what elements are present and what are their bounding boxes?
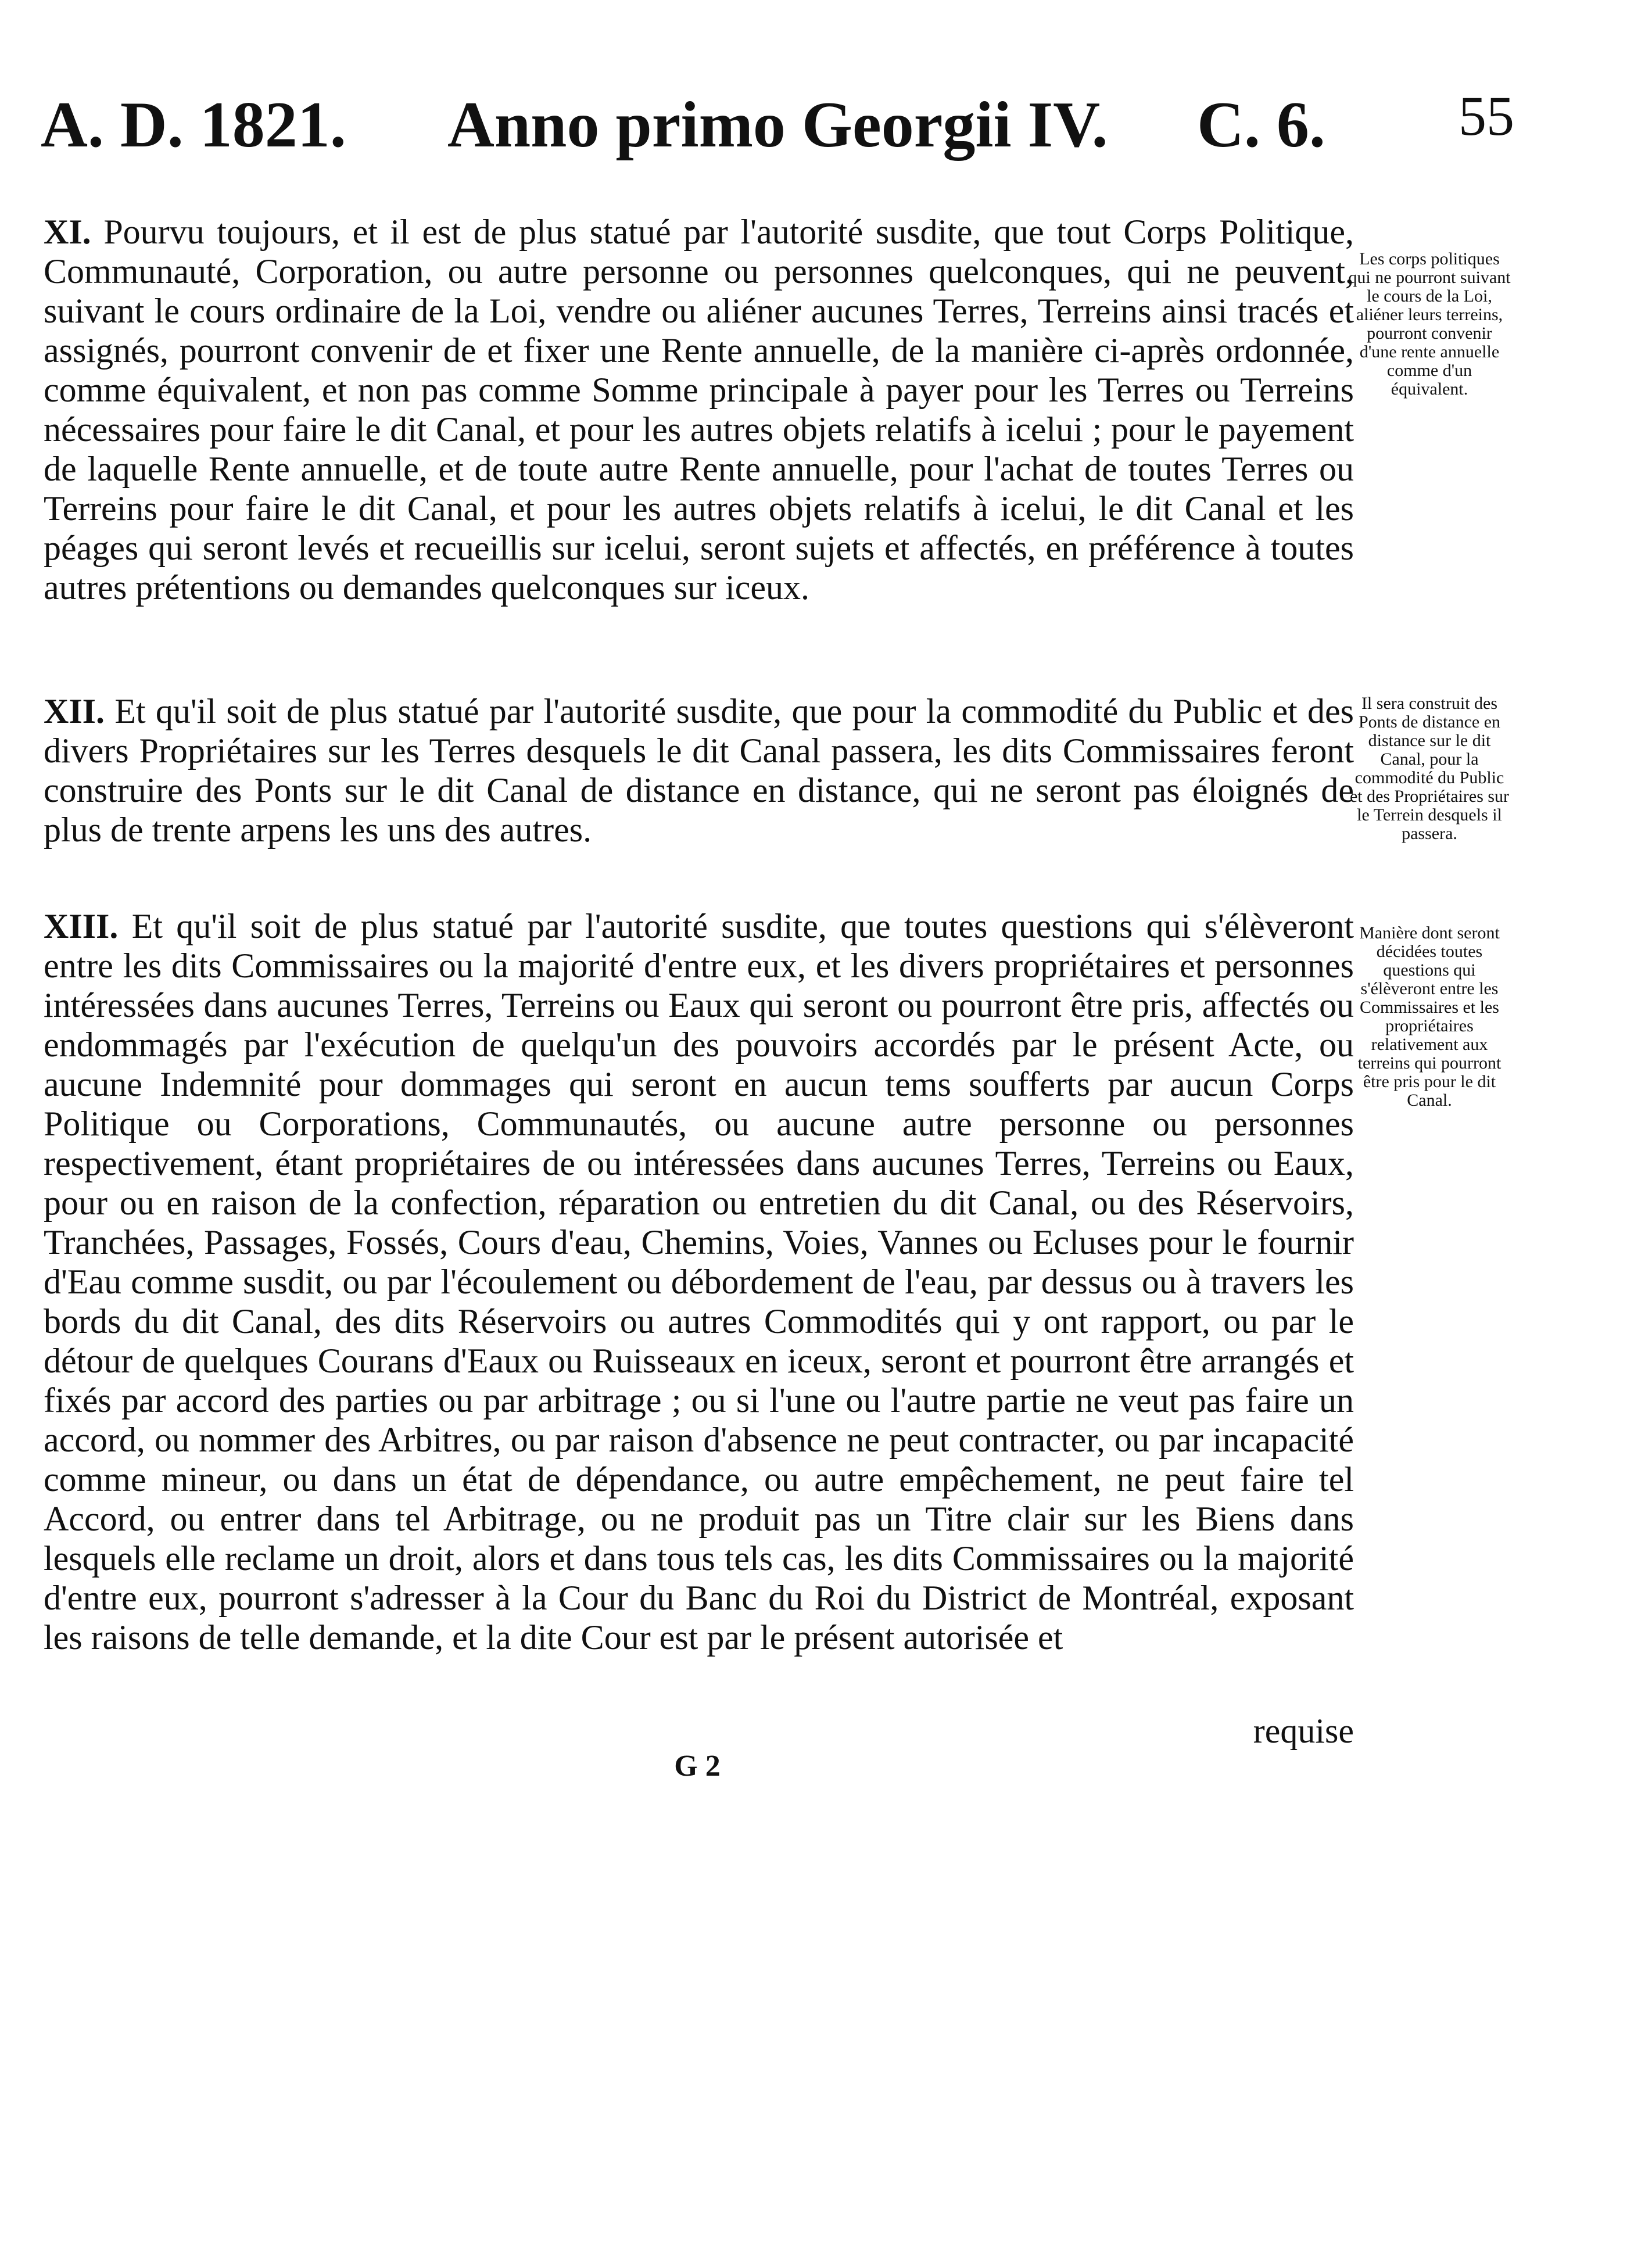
section-text: Et qu'il soit de plus statué par l'autorité susdite, que toutes questions qui s'élèveront entre les dits Commissaires ou la majorité d'entre eux, et les divers propriétaires et personnes intéressées dans aucunes Terres, Terreins ou Eaux qui seront ou pourront être pris, affectés ou endommagés par l'exécution de quelqu'un des pouvoirs accordés par le présent Acte, ou aucune Indemnité pour dommages qui seront en aucun tems soufferts par aucun Corps Politique ou Corporations, Communautés, ou aucune autre personne ou personnes respectivement, étant propriétaires de ou intéressées dans aucunes Terres, Terreins ou Eaux, pour ou en raison de la confection, réparation ou entretien du dit Canal, ou des Réservoirs, Tranchées, Passages, Fossés, Cours d'eau, Chemins, Voies, Vannes ou Ecluses pour le fournir d'Eau comme susdit, ou par l'écoulement ou débordement de l'eau, par dessus ou à travers les bords du dit Canal, des dits Réservoirs ou autres Commodités qui y ont rapport, ou par le détour de quelques Courans d'Eaux ou Ruisseaux en iceux, seront et pourront être arrangés et fixés par accord des parties ou par arbitrage ; ou si l'une ou l'autre partie ne veut pas faire un accord, ou nommer des Arbitres, ou par raison d'absence ne peut contracter, ou par incapacité comme mineur, ou dans un état de dépendance, ou autre empêchement, ne peut faire tel Accord, ou entrer dans tel Arbitrage, ou ne produit pas un Titre clair sur les Biens dans lesquels elle reclame un droit, alors et dans tous tels cas, les dits Commissaires ou la majorité d'entre eux, pourront s'adresser à la Cour du Banc du Roi du District de Montréal, exposant les raisons de telle demande, et la dite Cour est par le présent autorisée et (44, 907, 1354, 1657)
section-xiii (44, 906, 1354, 1657)
section-number: XIII. (44, 907, 119, 945)
signature-mark: G 2 (674, 1750, 721, 1783)
marginal-note-xi: Les corps politiques qui ne pourront suivant le cours de la Loi, aliéner leurs terreins, pourront convenir d'une rente annuelle comme d'un équivalent. (1348, 249, 1511, 399)
header-year: A. D. 1821. (41, 89, 346, 161)
catchword: requise (1253, 1712, 1354, 1750)
marginal-note-xiii: Manière dont seront décidées toutes questions qui s'élèveront entre les Commissaires et les propriétaires relativement aux terreins qui pourront être pris pour le dit Canal. (1357, 923, 1502, 1110)
header-reign: Anno primo Georgii IV. (447, 89, 1108, 161)
section-xi (44, 212, 1354, 607)
section-text: Et qu'il soit de plus statué par l'autorité susdite, que pour la commodité du Public et des divers Propriétaires sur les Terres desquels le dit Canal passera, les dits Commissaires feront construire des Ponts sur le dit Canal de distance en distance, qui ne seront pas éloignés de plus de trente arpens les uns des autres. (44, 692, 1354, 849)
marginal-note-xii: Il sera construit des Ponts de distance en distance sur le dit Canal, pour la commodité du Public et des Propriétaires sur le Terrein desquels il passera. (1349, 694, 1510, 843)
section-number: XII. (44, 692, 105, 730)
running-header (41, 81, 1493, 169)
section-text: Pourvu toujours, et il est de plus statué par l'autorité susdite, que tout Corps Politique, Communauté, Corporation, ou autre personne ou personnes quelconques, qui ne peuvent, suivant le cours ordinaire de la Loi, vendre ou aliéner aucunes Terres, Terreins ainsi tracés et assignés, pourront convenir de et fixer une Rente annuelle, de la manière ci-après ordonnée, comme équivalent, et non pas comme Somme principale à payer pour les Terres ou Terreins nécessaires pour faire le dit Canal, et pour les autres objets relatifs à icelui ; pour le payement de laquelle Rente annuelle, et de toute autre Rente annuelle, pour l'achat de toutes Terres ou Terreins pour faire le dit Canal, et pour les autres objets relatifs à icelui, le dit Canal et les péages qui seront levés et recueillis sur icelui, seront sujets et affectés, en préférence à toutes autres prétentions ou demandes quelconques sur iceux. (44, 213, 1354, 607)
section-number: XI. (44, 213, 91, 251)
page-number: 55 (1459, 85, 1514, 147)
header-chapter: C. 6. (1197, 89, 1325, 161)
section-xii (44, 691, 1354, 849)
